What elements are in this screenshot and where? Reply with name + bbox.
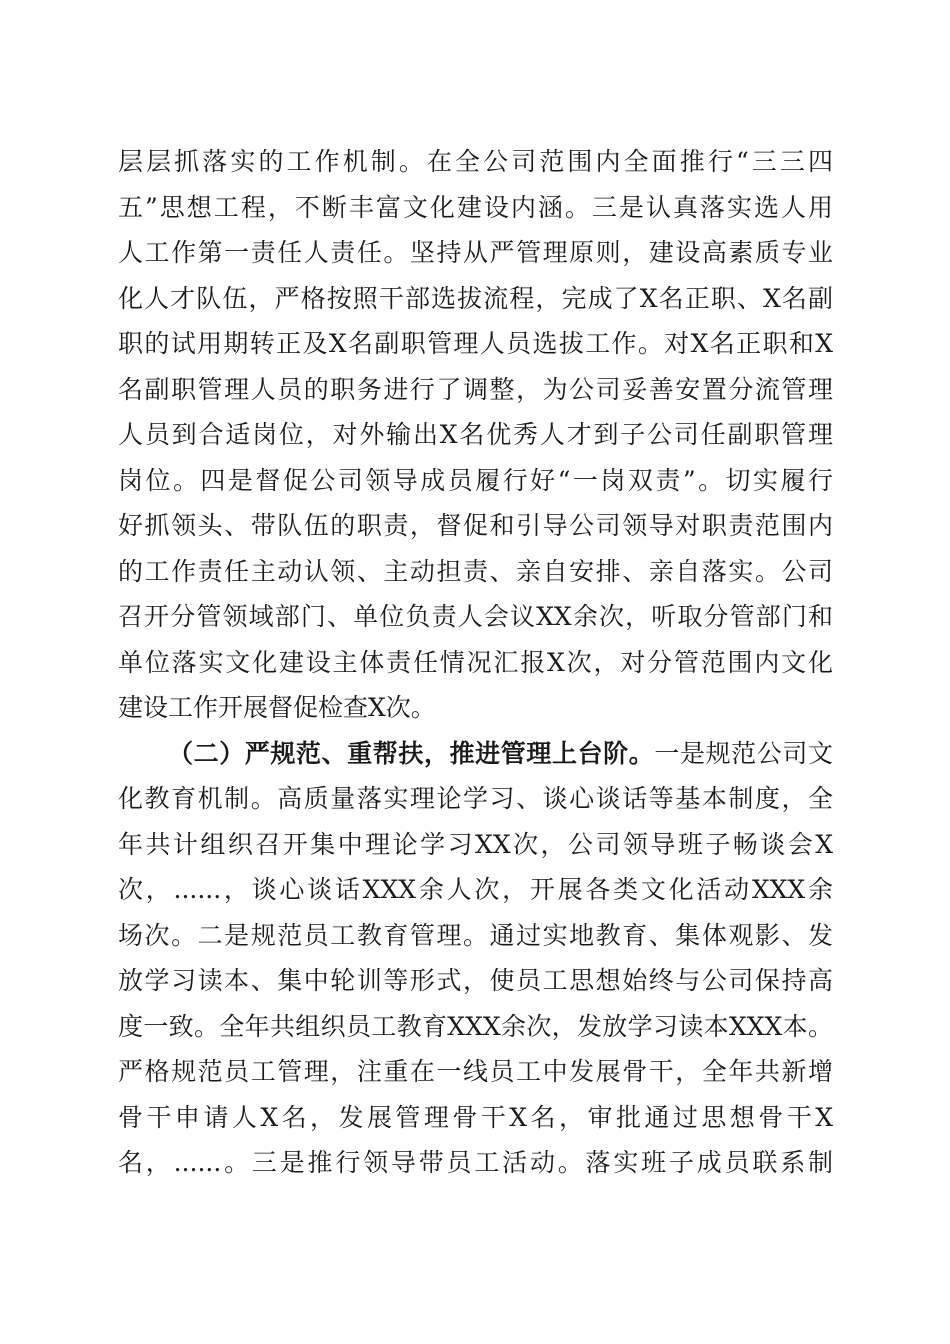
- text-line: 职的试用期转正及X名副职管理人员选拔工作。对X名正职和X: [118, 329, 833, 358]
- paragraph-1: [118, 139, 833, 731]
- text-line: 人员到合适岗位，对外输出X名优秀人才到子公司任副职管理: [118, 420, 833, 449]
- paragraph-2-first-line: [118, 731, 833, 777]
- text-line: 召开分管领域部门、单位负责人会议XX余次，听取分管部门和: [118, 602, 833, 631]
- text-line: 人工作第一责任人责任。坚持从严管理原则，建设高素质专业: [118, 238, 833, 267]
- text-line: 年共计组织召开集中理论学习XX次，公司领导班子畅谈会X: [118, 829, 833, 859]
- text-line: 名副职管理人员的职务进行了调整，为公司妥善安置分流管理: [118, 374, 833, 404]
- text-run: 一是规范公司文: [654, 738, 833, 768]
- text-line: 次，......，谈心谈话XXX余人次，开展各类文化活动XXX余: [118, 875, 833, 904]
- text-line: 五”思想工程，不断丰富文化建设内涵。三是认真落实选人用: [118, 192, 833, 222]
- section-heading: （二）严规范、重帮扶，推进管理上台阶。: [168, 738, 655, 768]
- text-line: 好抓领头、带队伍的职责，督促和引导公司领导对职责范围内: [118, 511, 833, 540]
- text-line: 严格规范员工管理，注重在一线员工中发展骨干，全年共新增: [118, 1057, 833, 1086]
- text-line: 度一致。全年共组织员工教育XXX余次，发放学习读本XXX本。: [118, 1011, 833, 1041]
- text-line: 建设工作开展督促检查X次。: [118, 693, 436, 722]
- paragraph-2: [118, 731, 833, 1186]
- text-line: 场次。二是规范员工教育管理。通过实地教育、集体观影、发: [118, 920, 833, 950]
- text-line: 骨干申请人X名，发展管理骨干X名，审批通过思想骨干X: [118, 1102, 833, 1132]
- text-line: 单位落实文化建设主体责任情况汇报X次，对分管范围内文化: [118, 647, 833, 677]
- text-line: 岗位。四是督促公司领导成员履行好“一岗双责”。切实履行: [118, 465, 833, 495]
- text-line: 名，......。三是推行领导带员工活动。落实班子成员联系制: [118, 1148, 833, 1177]
- text-line: 层层抓落实的工作机制。在全公司范围内全面推行“三三四: [118, 147, 833, 176]
- text-line: 化教育机制。高质量落实理论学习、谈心谈话等基本制度，全: [118, 784, 833, 813]
- text-line: 放学习读本、集中轮训等形式，使员工思想始终与公司保持高: [118, 966, 833, 995]
- body-text: [118, 139, 833, 1186]
- text-line: 的工作责任主动认领、主动担责、亲自安排、亲自落实。公司: [118, 556, 833, 586]
- text-line: 化人才队伍，严格按照干部选拔流程，完成了X名正职、X名副: [118, 283, 833, 313]
